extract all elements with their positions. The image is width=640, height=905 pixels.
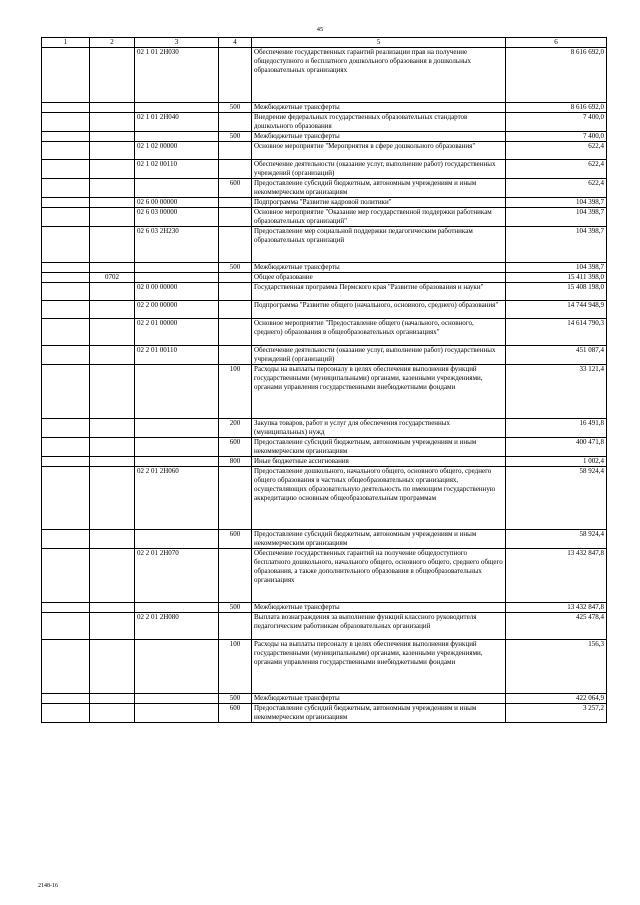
- amount-value: 7 400,0: [506, 113, 607, 132]
- table-row: [42, 319, 607, 346]
- item-name: Межбюджетные трансферты: [252, 132, 506, 142]
- table-row: [42, 113, 607, 132]
- section-code: [90, 419, 135, 438]
- blank-cell: [42, 103, 90, 113]
- target-article-code: [135, 457, 219, 467]
- target-article-code: 02 6 03 2Н230: [135, 227, 219, 263]
- expense-type-code: 600: [219, 438, 252, 457]
- expense-type-code: 600: [219, 530, 252, 549]
- item-name: Общее образование: [252, 273, 506, 283]
- table-row: [42, 346, 607, 365]
- target-article-code: 02 6 00 00000: [135, 198, 219, 208]
- item-name: Закупка товаров, работ и услуг для обеспечения государственных (муниципальных) нужд: [252, 419, 506, 438]
- expense-type-code: [219, 160, 252, 179]
- amount-value: 8 616 692,0: [506, 48, 607, 103]
- target-article-code: 02 1 02 00000: [135, 142, 219, 160]
- target-article-code: 02 1 02 00110: [135, 160, 219, 179]
- budget-table: [41, 37, 607, 723]
- blank-cell: [42, 142, 90, 160]
- blank-cell: [42, 365, 90, 419]
- item-name: Основное мероприятие "Мероприятия в сфере дошкольного образования": [252, 142, 506, 160]
- table-row: [42, 457, 607, 467]
- blank-cell: [42, 113, 90, 132]
- table-row: [42, 438, 607, 457]
- item-name: Подпрограмма "Развитие кадровой политики": [252, 198, 506, 208]
- section-code: [90, 530, 135, 549]
- section-code: [90, 113, 135, 132]
- section-code: [90, 160, 135, 179]
- section-code: [90, 346, 135, 365]
- column-number: 3: [135, 38, 219, 48]
- item-name: Основное мероприятие "Оказание мер государственной поддержки работникам образовательных организаций": [252, 208, 506, 227]
- section-code: 0702: [90, 273, 135, 283]
- section-code: [90, 227, 135, 263]
- expense-type-code: [219, 48, 252, 103]
- amount-value: 400 471,8: [506, 438, 607, 457]
- amount-value: 8 616 692,0: [506, 103, 607, 113]
- section-code: [90, 467, 135, 530]
- table-row: [42, 142, 607, 160]
- item-name: Подпрограмма "Развитие общего (начального, основного, среднего) образования": [252, 301, 506, 319]
- target-article-code: [135, 530, 219, 549]
- section-code: [90, 365, 135, 419]
- expense-type-code: 100: [219, 640, 252, 694]
- table-row: [42, 227, 607, 263]
- table-row: [42, 132, 607, 142]
- item-name: Расходы на выплаты персоналу в целях обеспечения выполнения функций государственными (муниципальными) органами, казенными учреждениями, органами управления государственными внебюджетными фондами: [252, 365, 506, 419]
- table-row: [42, 613, 607, 640]
- item-name: Выплата вознаграждения за выполнение функций классного руководителя педагогическим работникам образовательных организаций: [252, 613, 506, 640]
- amount-value: 104 398,7: [506, 198, 607, 208]
- expense-type-code: 500: [219, 103, 252, 113]
- target-article-code: [135, 694, 219, 704]
- amount-value: 104 398,7: [506, 263, 607, 273]
- amount-value: 425 478,4: [506, 613, 607, 640]
- blank-cell: [42, 694, 90, 704]
- blank-cell: [42, 273, 90, 283]
- blank-cell: [42, 319, 90, 346]
- item-name: Внедрение федеральных государственных образовательных стандартов дошкольного образования: [252, 113, 506, 132]
- target-article-code: 02 6 03 00000: [135, 208, 219, 227]
- target-article-code: 02 2 01 00110: [135, 346, 219, 365]
- blank-cell: [42, 160, 90, 179]
- expense-type-code: 200: [219, 419, 252, 438]
- target-article-code: [135, 438, 219, 457]
- expense-type-code: 500: [219, 603, 252, 613]
- target-article-code: 02 1 01 2Н040: [135, 113, 219, 132]
- section-code: [90, 603, 135, 613]
- amount-value: 14 614 790,3: [506, 319, 607, 346]
- item-name: Межбюджетные трансферты: [252, 103, 506, 113]
- expense-type-code: [219, 273, 252, 283]
- target-article-code: 02 0 00 00000: [135, 283, 219, 301]
- amount-value: 58 924,4: [506, 467, 607, 530]
- section-code: [90, 704, 135, 723]
- amount-value: 422 064,9: [506, 694, 607, 704]
- expense-type-code: 500: [219, 263, 252, 273]
- amount-value: 13 432 847,8: [506, 549, 607, 603]
- expense-type-code: [219, 113, 252, 132]
- item-name: Предоставление субсидий бюджетным, автономным учреждениям и иным некоммерческим организациям: [252, 704, 506, 723]
- amount-value: 7 400,0: [506, 132, 607, 142]
- target-article-code: [135, 704, 219, 723]
- expense-type-code: [219, 319, 252, 346]
- target-article-code: [135, 640, 219, 694]
- section-code: [90, 48, 135, 103]
- target-article-code: 02 2 01 2Н060: [135, 467, 219, 530]
- blank-cell: [42, 263, 90, 273]
- amount-value: 451 087,4: [506, 346, 607, 365]
- item-name: Межбюджетные трансферты: [252, 263, 506, 273]
- item-name: Предоставление субсидий бюджетным, автономным учреждениям и иным некоммерческим организациям: [252, 179, 506, 198]
- table-row: [42, 549, 607, 603]
- expense-type-code: [219, 208, 252, 227]
- section-code: [90, 283, 135, 301]
- table-row: [42, 365, 607, 419]
- item-name: Обеспечение деятельности (оказание услуг, выполнение работ) государственных учреждений (организаций): [252, 160, 506, 179]
- page-number: 45: [316, 26, 324, 33]
- table-row: [42, 419, 607, 438]
- item-name: Предоставление субсидий бюджетным, автономным учреждениям и иным некоммерческим организациям: [252, 438, 506, 457]
- target-article-code: [135, 419, 219, 438]
- blank-cell: [42, 227, 90, 263]
- amount-value: 104 398,7: [506, 208, 607, 227]
- item-name: Межбюджетные трансферты: [252, 694, 506, 704]
- amount-value: 14 744 948,9: [506, 301, 607, 319]
- section-code: [90, 103, 135, 113]
- item-name: Предоставление субсидий бюджетным, автономным учреждениям и иным некоммерческим организациям: [252, 530, 506, 549]
- section-code: [90, 198, 135, 208]
- section-code: [90, 694, 135, 704]
- amount-value: 58 924,4: [506, 530, 607, 549]
- blank-cell: [42, 640, 90, 694]
- blank-cell: [42, 704, 90, 723]
- target-article-code: [135, 273, 219, 283]
- target-article-code: [135, 603, 219, 613]
- item-name: Обеспечение деятельности (оказание услуг, выполнение работ) государственных учреждений (организаций): [252, 346, 506, 365]
- target-article-code: [135, 365, 219, 419]
- column-number: 6: [506, 38, 607, 48]
- column-number: 4: [219, 38, 252, 48]
- item-name: Расходы на выплаты персоналу в целях обеспечения выполнения функций государственными (муниципальными) органами, казенными учреждениями, органами управления государственными внебюджетными фондами: [252, 640, 506, 694]
- expense-type-code: 100: [219, 365, 252, 419]
- expense-type-code: 500: [219, 132, 252, 142]
- footer-code: 2148-16: [38, 883, 58, 889]
- expense-type-code: [219, 467, 252, 530]
- amount-value: 16 491,8: [506, 419, 607, 438]
- target-article-code: 02 2 00 00000: [135, 301, 219, 319]
- target-article-code: [135, 179, 219, 198]
- table-row: [42, 179, 607, 198]
- table-row: [42, 160, 607, 179]
- amount-value: 33 121,4: [506, 365, 607, 419]
- column-number-row: [42, 38, 607, 48]
- table-row: [42, 273, 607, 283]
- section-code: [90, 319, 135, 346]
- target-article-code: 02 2 01 2Н070: [135, 549, 219, 603]
- column-number: 1: [42, 38, 90, 48]
- amount-value: 622,4: [506, 142, 607, 160]
- section-code: [90, 263, 135, 273]
- amount-value: 104 398,7: [506, 227, 607, 263]
- blank-cell: [42, 603, 90, 613]
- table-row: [42, 198, 607, 208]
- item-name: Предоставление мер социальной поддержки педагогическим работникам образовательных организаций: [252, 227, 506, 263]
- table-row: [42, 603, 607, 613]
- target-article-code: 02 2 01 2Н080: [135, 613, 219, 640]
- expense-type-code: [219, 613, 252, 640]
- expense-type-code: 600: [219, 179, 252, 198]
- blank-cell: [42, 48, 90, 103]
- section-code: [90, 549, 135, 603]
- blank-cell: [42, 613, 90, 640]
- expense-type-code: [219, 283, 252, 301]
- table-row: [42, 263, 607, 273]
- target-article-code: 02 1 01 2Н030: [135, 48, 219, 103]
- target-article-code: [135, 132, 219, 142]
- section-code: [90, 132, 135, 142]
- expense-type-code: [219, 301, 252, 319]
- item-name: Государственная программа Пермского края "Развитие образования и науки": [252, 283, 506, 301]
- amount-value: 13 432 847,8: [506, 603, 607, 613]
- expense-type-code: [219, 549, 252, 603]
- amount-value: 1 002,4: [506, 457, 607, 467]
- blank-cell: [42, 549, 90, 603]
- blank-cell: [42, 132, 90, 142]
- item-name: Предоставление дошкольного, начального общего, основного общего, среднего общего образования в частных общеобразовательных организациях, осуществляющих образовательную деятельность по имеющим государственную аккредитацию основным общеобразовательным программам: [252, 467, 506, 530]
- column-number: 5: [252, 38, 506, 48]
- item-name: Основное мероприятие "Предоставление общего (начального, основного, среднего) образования в общеобразовательных организациях": [252, 319, 506, 346]
- table-row: [42, 530, 607, 549]
- section-code: [90, 457, 135, 467]
- expense-type-code: [219, 227, 252, 263]
- blank-cell: [42, 198, 90, 208]
- section-code: [90, 142, 135, 160]
- amount-value: 156,3: [506, 640, 607, 694]
- blank-cell: [42, 301, 90, 319]
- target-article-code: [135, 263, 219, 273]
- table-row: [42, 48, 607, 103]
- column-number: 2: [90, 38, 135, 48]
- amount-value: 15 411 398,0: [506, 273, 607, 283]
- table-row: [42, 467, 607, 530]
- table-row: [42, 640, 607, 694]
- expense-type-code: [219, 198, 252, 208]
- item-name: Межбюджетные трансферты: [252, 603, 506, 613]
- table-row: [42, 704, 607, 723]
- amount-value: 622,4: [506, 160, 607, 179]
- target-article-code: [135, 103, 219, 113]
- blank-cell: [42, 438, 90, 457]
- blank-cell: [42, 208, 90, 227]
- blank-cell: [42, 530, 90, 549]
- item-name: Обеспечение государственных гарантий на получение общедоступного бесплатного дошкольного, начального общего, основного общего, среднего общего образования, а также дополнительного образования в общеобразовательных организациях: [252, 549, 506, 603]
- blank-cell: [42, 346, 90, 365]
- amount-value: 15 408 198,0: [506, 283, 607, 301]
- table-row: [42, 103, 607, 113]
- blank-cell: [42, 179, 90, 198]
- blank-cell: [42, 419, 90, 438]
- section-code: [90, 438, 135, 457]
- amount-value: 622,4: [506, 179, 607, 198]
- section-code: [90, 208, 135, 227]
- blank-cell: [42, 467, 90, 530]
- section-code: [90, 301, 135, 319]
- blank-cell: [42, 283, 90, 301]
- item-name: Обеспечение государственных гарантий реализации прав на получение общедоступного и бесплатного дошкольного образования в дошкольных образовательных организациях: [252, 48, 506, 103]
- target-article-code: 02 2 01 00000: [135, 319, 219, 346]
- expense-type-code: [219, 346, 252, 365]
- expense-type-code: 500: [219, 694, 252, 704]
- table-row: [42, 283, 607, 301]
- table-row: [42, 301, 607, 319]
- item-name: Иные бюджетные ассигнования: [252, 457, 506, 467]
- table-row: [42, 208, 607, 227]
- expense-type-code: 600: [219, 704, 252, 723]
- section-code: [90, 179, 135, 198]
- table-row: [42, 694, 607, 704]
- expense-type-code: 800: [219, 457, 252, 467]
- section-code: [90, 613, 135, 640]
- blank-cell: [42, 457, 90, 467]
- amount-value: 3 257,2: [506, 704, 607, 723]
- section-code: [90, 640, 135, 694]
- expense-type-code: [219, 142, 252, 160]
